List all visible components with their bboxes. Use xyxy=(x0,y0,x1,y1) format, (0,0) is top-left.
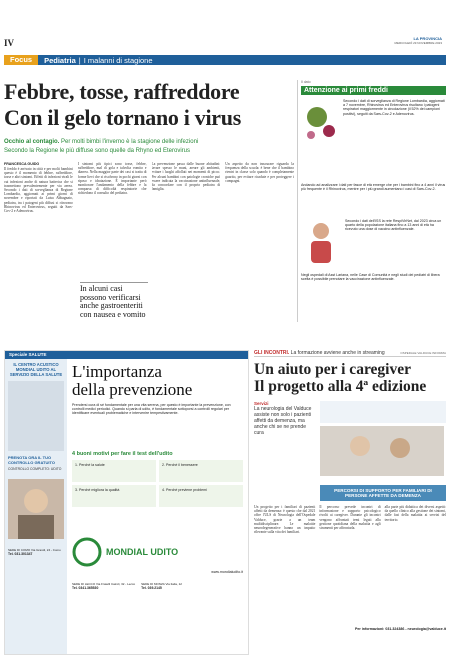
headline-line-2: Con il gelo tornano i virus xyxy=(4,105,241,130)
ad-left-panel xyxy=(5,359,67,655)
events-banner: PERCORSI DI SUPPORTO PER FAMILIARI DI PERSONE AFFETTE DA DEMENZA xyxy=(320,485,446,501)
virus-icon xyxy=(301,99,339,145)
ad-promo-title: PRENOTA ORA IL TUO CONTROLLO GRATUITO xyxy=(8,455,55,465)
sidebar-box xyxy=(297,80,446,322)
ad-phone-1: Tel. 031.301347 xyxy=(8,552,33,556)
events-label: GLI INCONTRI. La formazione avviene anche in streaming xyxy=(254,350,385,356)
events-tag: OSPEDALE VALDUCE INFORMA xyxy=(400,351,446,355)
ad-tip-2: 2. Perché il benessere xyxy=(159,460,243,482)
sidebar-title: Attenzione ai primi freddi xyxy=(301,86,446,95)
byline: FRANCESCA GUIDO xyxy=(4,162,40,166)
section-title: Pediatria xyxy=(44,55,76,65)
events-headline-2: Il progetto alla 4ª edizione xyxy=(254,378,427,395)
events-kicker: Servizi xyxy=(254,401,269,406)
sidebar-label: Il dato xyxy=(301,80,311,84)
events-headline-1: Un aiuto per i caregiver xyxy=(254,361,411,378)
ad-headline-2: della prevenzione xyxy=(72,380,193,399)
ad-tip-3: 3. Perché migliora la qualità xyxy=(72,485,156,507)
ad-tip-1: 1. Perché la salute xyxy=(72,460,156,482)
events-col-3: alla parte più didattica dei diversi aspetti: da quello clinico alla gestione dei sintomi, dalle fasi della malattia ai servizi del territorio. xyxy=(384,505,446,522)
ad-headline-1: L'importanza xyxy=(72,362,162,381)
ad-phone-2: Tel. 0341.365530 xyxy=(72,586,99,590)
ad-speciale-salute xyxy=(4,350,249,655)
article-col-1: Il freddo è arrivato in città e per molti bambini questo è il momento di febbre, raffreddore, tosse e altri sintomi. Effetti di infezioni virali le cui infezioni anche di natura batterica che si trasmettono prevalentemente per via aerea. Secondo i dati di sorveglianza di Regione Lombardia, aggiornati ai primi giorni di novembre e riportati da Luisa Abbagnato, pediatra, tra i patogeni più diffusi si ritrovano Rhinovirus ed Enterovirus, seguiti da Sars-Cov-2 e Adenovirus. xyxy=(4,167,73,214)
ad-site: www.mondialudito.it xyxy=(211,570,243,574)
pull-quote: In alcuni casi possono verificarsi anche gastroenteriti con nausea e vomito xyxy=(80,282,148,319)
ad-logo: MONDIAL UDITO xyxy=(72,537,243,567)
article-col-4: Un aspetto da non trascurare riguarda la frequenza della scuola: è bene che il bambino rientri in classe solo quando è completamente guarito, per evitare ricadute e per proteggere i compagni. xyxy=(225,162,294,183)
child-icon xyxy=(301,219,341,263)
sidebar-paragraph-4: Negli ospedali di Asst Lariana, nelle Case di Comunità e negli studi dei pediatri di libera scelta è possibile prenotare la vaccinazione antinfluenzale. xyxy=(301,273,440,282)
ad-brand-bar: Speciale SALUTE xyxy=(5,351,248,359)
mondial-udito-logo-icon xyxy=(72,537,102,567)
article-subtitle: Secondo la Regione le più diffuse sono quelle da Rhyno ed Eterovirus xyxy=(4,148,191,154)
events-col-2: Il percorso prevede incontri di informazione e supporto psicologico rivolti ai caregiver. Durante gli incontri vengono affrontati temi legati alla gestione quotidiana della malattia e agli strumenti per affrontarla. xyxy=(319,505,381,531)
valduce-logo xyxy=(320,401,446,423)
article-kicker: Occhio al contagio. Per molti bimbi l'inverno è la stagione delle infezioni xyxy=(4,139,199,145)
ad-intro: Prendersi cura di sé fondamentale per una vita serena, per questo è importante la prevenzione, con controlli medici periodici. Quando si parla di udito, è fondamentale sottoporsi a controlli regolari per identificare eventuali problematiche e intervenire tempestivamente. xyxy=(72,403,231,416)
events-photo xyxy=(320,426,444,476)
ad-person-photo xyxy=(8,479,64,539)
page-number: IV xyxy=(4,38,15,48)
ad-address-1: SEDE DI COMO Via Grandi, 24 - Como xyxy=(8,548,61,552)
events-article xyxy=(254,350,446,655)
article-col-2: I sintomi più tipici sono tosse, febbre, raffreddore, mal di gola e talvolta vomito e diarrea. Nella maggior parte dei casi si tratta di forme lievi che si risolvono in pochi giorni con riposo e idratazione. È importante però monitorare l'andamento della febbre e la comparsa di difficoltà respiratorie che richiedono il consulto del pediatra. xyxy=(77,162,147,196)
ad-tip-4: 4. Perché previene problemi xyxy=(159,485,243,507)
article-columns xyxy=(4,162,294,322)
events-col-1: Un progetto per i familiari di pazienti affetti da demenza: è questo che dal 2021 offre l'ULS di Neurologia dell'Ospedale Valduce, grazie a un team multidisciplinare. Le malattie neurodegenerative hanno un impatto rilevante sulla vita dei familiari. xyxy=(254,505,316,535)
sidebar-paragraph-1: Secondo i dati di sorveglianza di Regione Lombardia, aggiornati a 7 novembre, Rhinovirus ed Enterovirus risultano i patogeni respiratori maggiormente in circolazione (il 52% dei campioni positivi), seguiti da Sars-Cov-2 e Adenovirus. xyxy=(343,99,445,116)
events-contact: Per informazioni: 031.324386 - neurologia@valduce.it xyxy=(355,627,446,631)
section-tag: Focus xyxy=(4,55,38,65)
ad-address-2: SEDE DI LECCO Via Fratelli Cairoli, 32 - Lecco xyxy=(72,582,136,586)
ad-center-title: IL CENTRO ACUSTICO MONDIAL UDITO AL SERVIZIO DELLA SALUTE xyxy=(9,362,63,377)
events-lead: La neurologia del Valduce assiste non solo i pazienti affetti da demenza, ma anche chi se ne prende cura xyxy=(254,406,312,436)
sidebar-paragraph-2: Andando ad analizzare i dati per fasce di età emerge che per i bambini fino a 4 anni il virus più frequente è il Rhinovirus, mentre per i più grandi aumentano i casi di Sars-Cov-2. xyxy=(301,183,446,192)
article-col-3: La prevenzione passa dalle buone abitudini: lavare spesso le mani, areare gli ambienti, evitare i luoghi affollati nei momenti di picco. Per alcuni bambini con patologie croniche può essere indicata la vaccinazione antinfluenzale, da concordare con il proprio pediatra di famiglia. xyxy=(151,162,221,192)
headline-line-1: Febbre, tosse, raffreddore xyxy=(4,79,240,104)
issue-date: MERCOLEDÌ 29 NOVEMBRE 2023 xyxy=(394,41,442,45)
ad-phone-3: Tel. 039.2145 xyxy=(141,586,162,590)
sidebar-paragraph-3: Secondo i dati dell'ISS la rete RespiVirNet, dal 2023 circa un quarto della popolazione italiana fino a 13 anni di età ha ricevuto una dose di vaccino antinfluenzale. xyxy=(345,219,442,232)
section-subtitle: I malanni di stagione xyxy=(83,55,153,65)
section-bar: Focus Pediatria | I malanni di stagione xyxy=(4,55,446,65)
ad-tips-title: 4 buoni motivi per fare il test dell'udito xyxy=(72,451,173,457)
ad-promo-sub: CONTROLLO COMPLETO: UDITO xyxy=(8,467,62,471)
newspaper-name: LA PROVINCIA xyxy=(413,36,442,41)
ad-address-3: SEDE DI MONZA Via Italia, 12 xyxy=(141,582,182,586)
